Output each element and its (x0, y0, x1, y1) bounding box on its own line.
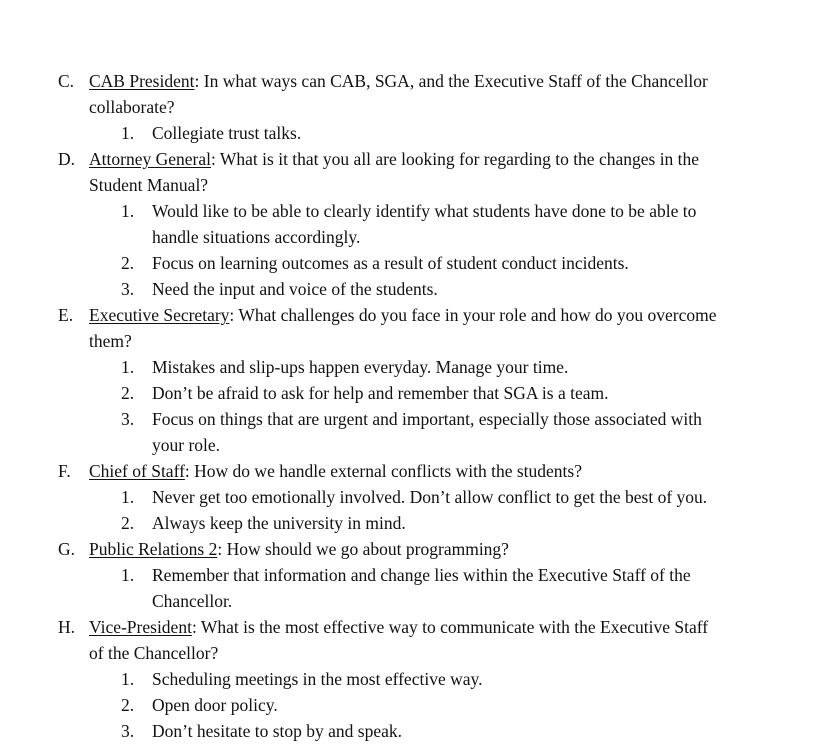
role-name: Vice-President (89, 617, 192, 637)
question-text: : What is the most effective way to communicate with the Executive Staff (191, 617, 709, 637)
item-number: 1. (121, 669, 135, 689)
list-item (0, 692, 829, 718)
list-item (0, 120, 829, 146)
list-item (0, 354, 829, 380)
item-text: Never get too emotionally involved. Don’t allow conflict to get the best of you. (152, 487, 708, 507)
item-text: your role. (152, 435, 221, 455)
item-number: 2. (121, 695, 135, 715)
item-text: Would like to be able to clearly identify what students have done to be able to (152, 201, 697, 221)
list-item (0, 406, 829, 458)
section-letter: H. (58, 617, 76, 637)
section-g (0, 536, 829, 614)
section-c (0, 68, 829, 146)
section-d (0, 146, 829, 302)
item-number: 2. (121, 253, 135, 273)
item-number: 1. (121, 201, 135, 221)
list-item (0, 380, 829, 406)
item-number: 1. (121, 487, 135, 507)
item-number: 3. (121, 279, 135, 299)
list-item (0, 250, 829, 276)
item-number: 2. (121, 383, 135, 403)
item-text: handle situations accordingly. (152, 227, 361, 247)
list-item (0, 718, 829, 744)
role-name: Attorney General (89, 149, 211, 169)
question-text: : In what ways can CAB, SGA, and the Executive Staff of the Chancellor (194, 71, 708, 91)
item-number: 1. (121, 565, 135, 585)
list-item (0, 666, 829, 692)
question-text: them? (89, 331, 132, 351)
section-question (89, 458, 789, 484)
question-text: Student Manual? (89, 175, 209, 195)
section-h (0, 614, 829, 744)
document-body (0, 68, 829, 744)
question-text: collaborate? (89, 97, 175, 117)
section-letter: D. (58, 149, 76, 169)
list-item (0, 562, 829, 614)
list-item (0, 510, 829, 536)
list-item (0, 484, 829, 510)
section-question (89, 614, 789, 666)
question-text: of the Chancellor? (89, 643, 219, 663)
item-text: Focus on learning outcomes as a result of student conduct incidents. (152, 253, 629, 273)
item-text: Need the input and voice of the students. (152, 279, 438, 299)
role-name: Executive Secretary (89, 305, 230, 325)
item-number: 3. (121, 721, 135, 741)
section-letter: F. (58, 461, 71, 481)
section-f (0, 458, 829, 536)
question-text: : What is it that you all are looking for regarding to the changes in the (210, 149, 700, 169)
item-text: Don’t be afraid to ask for help and remember that SGA is a team. (152, 383, 609, 403)
section-letter: E. (58, 305, 74, 325)
list-item (0, 198, 829, 250)
item-text: Focus on things that are urgent and important, especially those associated with (152, 409, 702, 429)
item-number: 1. (121, 123, 135, 143)
role-name: Public Relations 2 (89, 539, 218, 559)
list-item (0, 276, 829, 302)
item-text: Collegiate trust talks. (152, 123, 302, 143)
item-text: Open door policy. (152, 695, 278, 715)
item-text: Always keep the university in mind. (152, 513, 406, 533)
question-text: : How do we handle external conflicts with the students? (184, 461, 582, 481)
section-letter: C. (58, 71, 75, 91)
item-text: Don’t hesitate to stop by and speak. (152, 721, 402, 741)
item-number: 3. (121, 409, 135, 429)
item-text: Scheduling meetings in the most effective way. (152, 669, 483, 689)
item-text: Chancellor. (152, 591, 233, 611)
item-number: 1. (121, 357, 135, 377)
section-question (89, 68, 789, 120)
section-e (0, 302, 829, 458)
item-number: 2. (121, 513, 135, 533)
item-text: Mistakes and slip-ups happen everyday. Manage your time. (152, 357, 569, 377)
role-name: CAB President (89, 71, 195, 91)
question-text: : How should we go about programming? (217, 539, 509, 559)
item-text: Remember that information and change lies within the Executive Staff of the (152, 565, 691, 585)
section-question (89, 302, 789, 354)
section-letter: G. (58, 539, 76, 559)
section-question (89, 536, 789, 562)
question-text: : What challenges do you face in your role and how do you overcome (229, 305, 717, 325)
section-question (89, 146, 789, 198)
role-name: Chief of Staff (89, 461, 185, 481)
